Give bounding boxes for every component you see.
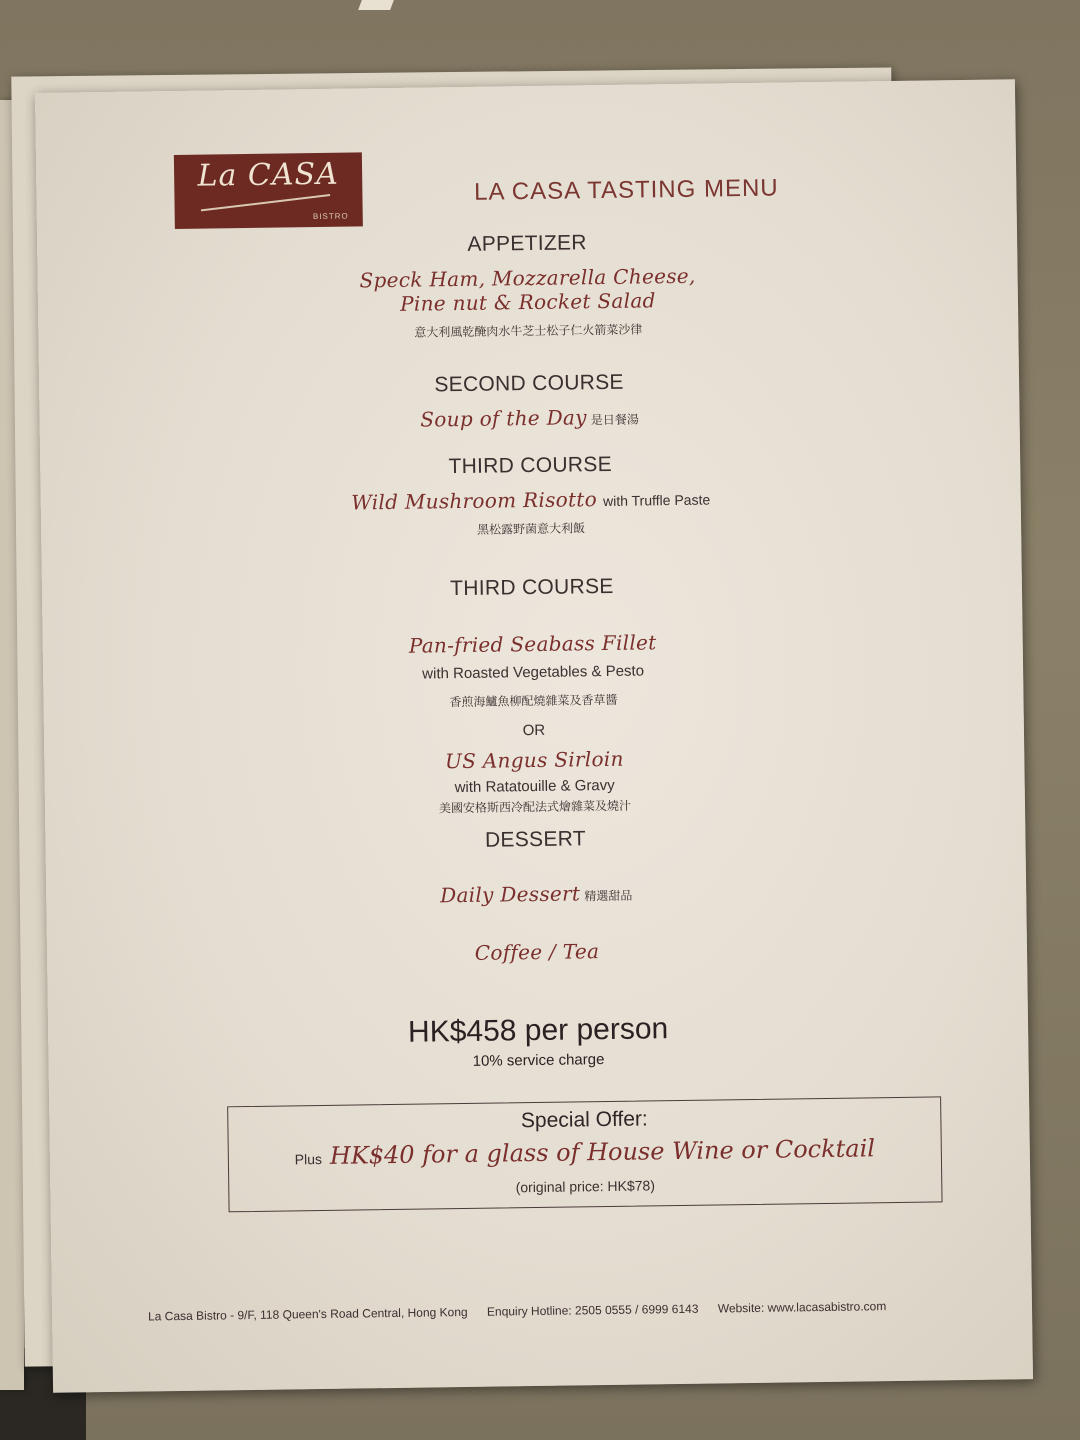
appetizer-chinese: 意大利風乾醃肉水牛芝士松子仁火箭菜沙律 — [414, 322, 643, 340]
logo-subtext: BISTRO — [312, 211, 349, 222]
main-course-heading: THIRD COURSE — [450, 574, 614, 601]
paper-scrap — [358, 0, 394, 10]
third-course-chinese: 黑松露野菌意大利飯 — [477, 521, 586, 537]
coffee-tea: Coffee / Tea — [474, 939, 600, 965]
dessert-heading: DESSERT — [484, 827, 587, 852]
offer-text: HK$40 for a glass of House Wine or Cocktail — [329, 1134, 876, 1170]
sirloin-chinese: 美國安格斯西冷配法式燴雜菜及燒汁 — [438, 798, 632, 816]
third-course-heading: THIRD COURSE — [448, 452, 613, 479]
footer-website: Website: www.lacasabistro.com — [717, 1299, 887, 1316]
third-course-dish: Wild Mushroom Risotto — [351, 487, 598, 515]
offer-original-price: (original price: HK$78) — [515, 1177, 656, 1196]
seabass-desc: with Roasted Vegetables & Pesto — [422, 662, 645, 683]
footer-address: La Casa Bistro - 9/F, 118 Queen's Road Central, Hong Kong — [147, 1304, 468, 1324]
menu-title: LA CASA TASTING MENU — [473, 174, 779, 206]
offer-line — [229, 1133, 941, 1171]
footer-hotline: Enquiry Hotline: 2505 0555 / 6999 6143 — [486, 1301, 699, 1319]
or-divider: OR — [522, 721, 546, 740]
sirloin-desc: with Ratatouille & Gravy — [454, 776, 615, 797]
dessert-dish: Daily Dessert — [439, 881, 581, 908]
third-course-line — [41, 481, 1021, 519]
service-charge: 10% service charge — [472, 1051, 605, 1070]
sirloin-dish: US Angus Sirloin — [444, 746, 624, 774]
appetizer-heading: APPETIZER — [467, 231, 587, 256]
second-course-dish: Soup of the Day — [420, 405, 587, 432]
dessert-chinese: 精選甜品 — [584, 888, 633, 904]
offer-title: Special Offer: — [520, 1107, 648, 1133]
second-course-line — [39, 399, 1019, 437]
dessert-line — [46, 875, 1026, 913]
appetizer-dish-line1: Speck Ham, Mozzarella Cheese, — [359, 263, 696, 293]
special-offer-box — [227, 1096, 942, 1212]
footer — [148, 1297, 1008, 1323]
appetizer-dish-line2: Pine nut & Rocket Salad — [400, 288, 656, 316]
second-course-chinese: 是日餐湯 — [590, 412, 639, 428]
seabass-chinese: 香煎海鱸魚柳配燒雜菜及香草醬 — [449, 692, 618, 710]
second-course-heading: SECOND COURSE — [434, 370, 624, 397]
price: HK$458 per person — [407, 1012, 669, 1049]
third-course-desc: with Truffle Paste — [602, 491, 711, 510]
tasting-menu-sheet — [35, 79, 1033, 1393]
offer-plus: Plus — [294, 1151, 323, 1168]
seabass-dish: Pan-fried Seabass Fillet — [408, 630, 657, 658]
logo-text: La CASA — [197, 156, 339, 194]
